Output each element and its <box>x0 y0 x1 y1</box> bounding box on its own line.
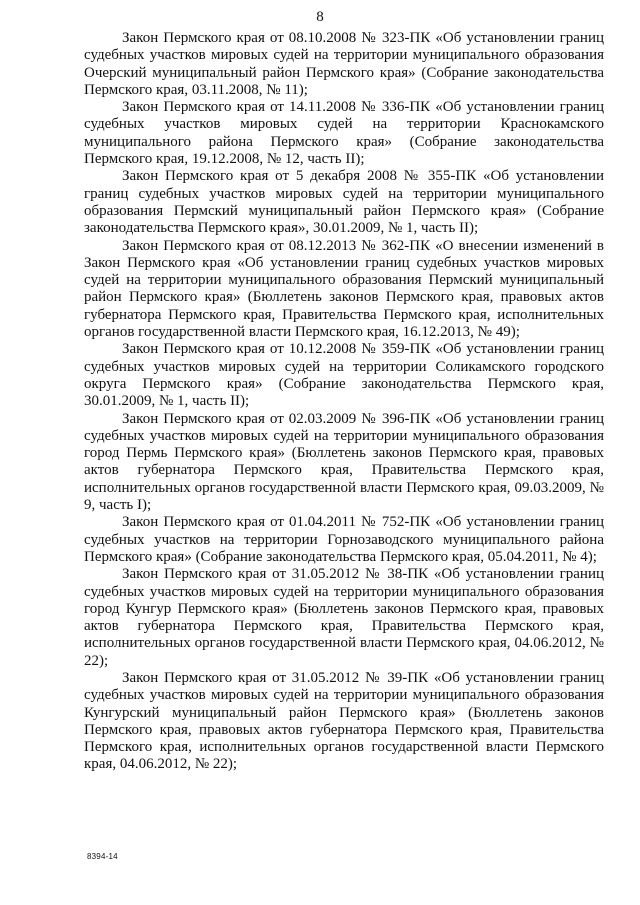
law-reference-paragraph: Закон Пермского края от 02.03.2009 № 396-ПК «Об установлении границ судебных участков мировых судей на территории муниципального образования город Пермь Пермского края» (Бюллетень законов Пермского края, правовых актов губернатора Пермского края, Правительства Пермского края, исполнительных органов государственной власти Пермского края, 09.03.2009, № 9, часть I); <box>84 410 604 514</box>
law-reference-paragraph: Закон Пермского края от 08.12.2013 № 362-ПК «О внесении изменений в Закон Пермского края «Об установлении границ судебных участков мировых судей на территории муниципального образования Пермский муниципальный район Пермского края» (Бюллетень законов Пермского края, правовых актов губернатора Пермского края, Правительства Пермского края, исполнительных органов государственной власти Пермского края, 16.12.2013, № 49); <box>84 237 604 341</box>
law-reference-paragraph: Закон Пермского края от 31.05.2012 № 39-ПК «Об установлении границ судебных участков мировых судей на территории муниципального образования Кунгурский муниципальный район Пермского края» (Бюллетень законов Пермского края, правовых актов губернатора Пермского края, Правительства Пермского края, исполнительных органов государственной власти Пермского края, 04.06.2012, № 22); <box>84 669 604 773</box>
page-number: 8 <box>316 9 324 25</box>
law-reference-paragraph: Закон Пермского края от 31.05.2012 № 38-ПК «Об установлении границ судебных участков мировых судей на территории муниципального образования город Кунгур Пермского края» (Бюллетень законов Пермского края, правовых актов губернатора Пермского края, Правительства Пермского края, исполнительных органов государственной власти Пермского края, 04.06.2012, № 22); <box>84 566 604 669</box>
law-reference-paragraph: Закон Пермского края от 08.10.2008 № 323-ПК «Об установлении границ судебных участков мировых судей на территории муниципального образования Очерский муниципальный район Пермского края» (Собрание законодательства Пермского края, 03.11.2008, № 11); <box>84 30 604 98</box>
document-footer-code: 8394-14 <box>87 852 118 861</box>
law-reference-paragraph: Закон Пермского края от 01.04.2011 № 752-ПК «Об установлении границ судебных участков на территории Горнозаводского муниципального района Пермского края» (Собрание законодательства Пермского края, 05.04.2011, № 4); <box>84 514 604 565</box>
law-reference-paragraph: Закон Пермского края от 14.11.2008 № 336-ПК «Об установлении границ судебных участков мировых судей на территории Краснокамского муниципального района Пермского края» (Собрание законодательства Пермского края, 19.12.2008, № 12, часть II); <box>84 99 604 168</box>
law-reference-paragraph: Закон Пермского края от 10.12.2008 № 359-ПК «Об установлении границ судебных участков мировых судей на территории Соликамского городского округа Пермского края» (Собрание законодательства Пермского края, 30.01.2009, № 1, часть II); <box>84 341 604 410</box>
law-reference-paragraph: Закон Пермского края от 5 декабря 2008 № 355-ПК «Об установлении границ судебных участков мировых судей на территории муниципального образования Пермский муниципальный район Пермского края» (Собрание законодательства Пермского края», 30.01.2009, № 1, часть II); <box>84 168 604 237</box>
document-body <box>84 30 604 774</box>
